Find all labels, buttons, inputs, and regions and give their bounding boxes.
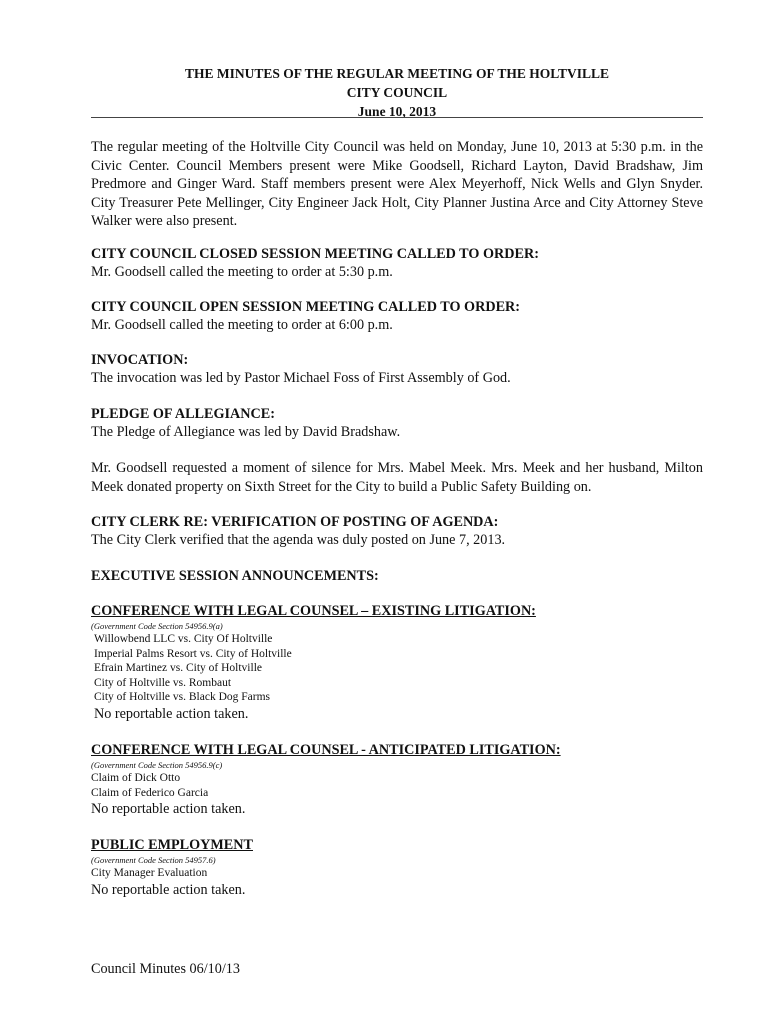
- existing-code-citation: (Government Code Section 54956.9(a): [91, 621, 223, 631]
- invocation-section: [91, 351, 703, 388]
- list-item: City Manager Evaluation: [91, 867, 208, 879]
- closed-session-heading: CITY COUNCIL CLOSED SESSION MEETING CALLED TO ORDER:: [91, 246, 539, 262]
- anticipated-code-citation: (Government Code Section 54956.9(c): [91, 760, 223, 770]
- employment-result: No reportable action taken.: [91, 881, 246, 898]
- existing-litigation-section: [91, 602, 703, 723]
- clerk-heading: CITY CLERK RE: VERIFICATION OF POSTING OF AGENDA:: [91, 514, 499, 530]
- title-divider: [91, 117, 703, 118]
- title-line-2: CITY COUNCIL: [346, 85, 448, 100]
- clerk-section: [91, 513, 703, 550]
- anticipated-result: No reportable action taken.: [91, 801, 246, 817]
- document-title: [91, 64, 703, 121]
- pledge-heading: PLEDGE OF ALLEGIANCE:: [91, 406, 275, 422]
- list-item: City of Holtville vs. Rombaut: [94, 676, 232, 689]
- employment-code-citation: (Government Code Section 54957.6): [91, 855, 216, 865]
- open-session-text: Mr. Goodsell called the meeting to order at 6:00 p.m.: [91, 317, 393, 333]
- title-line-3: June 10, 2013: [357, 104, 437, 119]
- open-session-heading: CITY COUNCIL OPEN SESSION MEETING CALLED TO ORDER:: [91, 299, 520, 315]
- list-item: Claim of Dick Otto: [91, 772, 181, 784]
- executive-heading: EXECUTIVE SESSION ANNOUNCEMENTS:: [91, 568, 379, 584]
- page-footer: Council Minutes 06/10/13: [91, 961, 240, 977]
- anticipated-litigation-heading: CONFERENCE WITH LEGAL COUNSEL - ANTICIPATED LITIGATION:: [91, 742, 561, 758]
- existing-result: No reportable action taken.: [94, 705, 249, 722]
- list-item: City of Holtville vs. Black Dog Farms: [94, 691, 271, 703]
- open-session-section: [91, 298, 703, 335]
- public-employment-section: [91, 836, 703, 899]
- silence-section: [91, 459, 703, 496]
- clerk-text: The City Clerk verified that the agenda was duly posted on June 7, 2013.: [91, 532, 506, 548]
- invocation-heading: INVOCATION:: [91, 352, 189, 368]
- pledge-text: The Pledge of Allegiance was led by David Bradshaw.: [91, 424, 401, 440]
- intro-paragraph: The regular meeting of the Holtville City Council was held on Monday, June 10, 2013 at 5:30 p.m. in the Civic Center. Council Members present were Mike Goodsell, Richard Layton, David Bradshaw, Jim Predmore and Ginger Ward. Staff members present were Alex Meyerhoff, Nick Wells and Glyn Snyder. City Treasurer Pete Mellinger, City Engineer Jack Holt, City Planner Justina Arce and City Attorney Steve Walker were also present.: [91, 139, 703, 229]
- list-item: Efrain Martinez vs. City of Holtville: [94, 662, 262, 674]
- list-item: Imperial Palms Resort vs. City of Holtville: [94, 647, 292, 660]
- anticipated-litigation-section: [91, 741, 703, 819]
- pledge-section: [91, 405, 703, 442]
- list-item: Claim of Federico Garcia: [91, 786, 209, 799]
- closed-session-section: [91, 245, 703, 282]
- silence-text: Mr. Goodsell requested a moment of silence for Mrs. Mabel Meek. Mrs. Meek and her husband, Milton Meek donated property on Sixth Street for the City to build a Public Safety Building on.: [91, 460, 703, 495]
- invocation-text: The invocation was led by Pastor Michael Foss of First Assembly of God.: [91, 370, 511, 386]
- public-employment-heading: PUBLIC EMPLOYMENT: [91, 837, 253, 853]
- closed-session-text: Mr. Goodsell called the meeting to order at 5:30 p.m.: [91, 264, 393, 280]
- existing-litigation-heading: CONFERENCE WITH LEGAL COUNSEL – EXISTING LITIGATION:: [91, 603, 536, 619]
- title-line-1: THE MINUTES OF THE REGULAR MEETING OF THE HOLTVILLE: [184, 66, 610, 81]
- list-item: Willowbend LLC vs. City Of Holtville: [94, 633, 273, 645]
- executive-section: [91, 567, 703, 585]
